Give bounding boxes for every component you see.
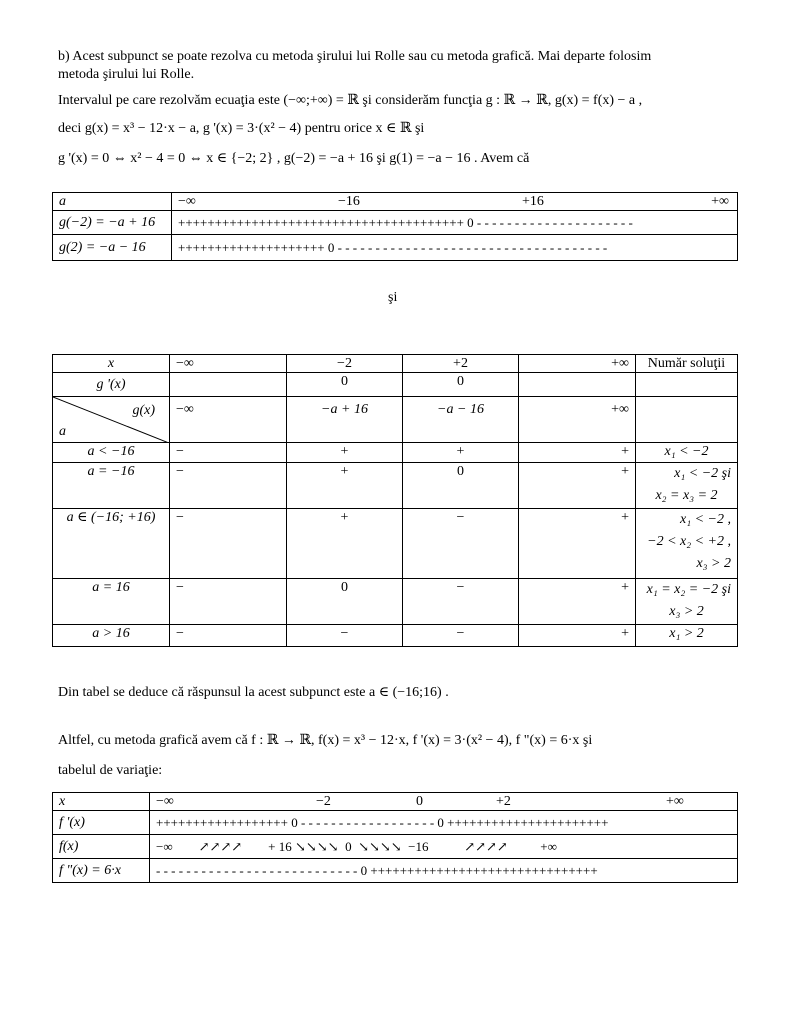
t3-header-axis [150,793,738,811]
t1-header-axis [172,193,738,211]
t3-fprime-label: f '(x) [53,811,150,835]
t2-solution [636,509,738,579]
t2-header-solutions: Număr soluţii [636,355,738,373]
t2-row-label: a = −16 [53,463,170,509]
alt-line-1: Altfel, cu metoda grafică avem că f : ℝ → ℝ, f(x) = x³ − 12·x, f '(x) = 3·(x² − 4), f "(x) = 6·x şi [58,733,593,748]
t2-sign: + [403,443,519,463]
t2-sign: 0 [287,579,403,625]
t3-fsecond-signs: - - - - - - - - - - - - - - - - - - - - - - - - - - - 0 +++++++++++++++++++++++++++++++ [150,859,738,883]
t1-plus-16: +16 [522,194,544,209]
t3-fsecond-label: f "(x) = 6·x [53,859,150,883]
t2-solution-line: x₁ < −2 , [680,512,731,527]
t2-sign: − [170,625,287,647]
t2-sign: + [519,625,636,647]
alt-line-2: tabelul de variaţie: [58,763,163,778]
t1-row1-signs: +++++++++++++++++++++++++++++++++++++++ 0 - - - - - - - - - - - - - - - - - - - - - [172,211,738,235]
t2-diagonal-header [53,397,170,443]
intro-line-1: b) Acest subpunct se poate rezolva cu metoda şirului lui Rolle sau cu metoda grafică. Mai departe folosim [58,49,652,64]
t1-minus-inf: −∞ [178,194,196,209]
t2-diag-top-label: g(x) [132,403,155,418]
t2-sign: + [519,463,636,509]
t2-gprime-cell [170,373,287,397]
intro-line-5: g '(x) = 0 ⇔ x² − 4 = 0 ⇔ x ∈ {−2; 2} , g(−2) = −a + 16 şi g(1) = −a − 16 . Avem că [58,151,530,166]
t2-sign: − [170,463,287,509]
t2-solution-line: x₂ = x₃ = 2 [655,488,718,503]
t3-fprime-signs: ++++++++++++++++++ 0 - - - - - - - - - - - - - - - - - - 0 ++++++++++++++++++++++ [150,811,738,835]
t2-diag-bottom-label: a [59,424,66,439]
t1-row2-label: g(2) = −a − 16 [53,235,172,261]
t2-gx-cell: +∞ [519,397,636,443]
t2-row-label: a ∈ (−16; +16) [53,509,170,579]
t3-fx-label: f(x) [53,835,150,859]
t1-row2-signs: ++++++++++++++++++++ 0 - - - - - - - - - - - - - - - - - - - - - - - - - - - - - - - - - - - - [172,235,738,261]
rolle-table [52,354,738,647]
t3-minus-inf: −∞ [156,794,174,809]
variation-table [52,792,738,883]
t2-gprime-cell: 0 [403,373,519,397]
t2-row-label: a < −16 [53,443,170,463]
t2-solution [636,463,738,509]
t2-gprime-cell [636,373,738,397]
t1-minus-16: −16 [338,194,360,209]
t2-gx-cell: −∞ [170,397,287,443]
t2-header-minus-inf: −∞ [170,355,287,373]
t2-row-label: a > 16 [53,625,170,647]
t2-gprime-label: g '(x) [53,373,170,397]
t2-sign: − [403,579,519,625]
t1-header-a: a [53,193,172,211]
t2-sign: − [403,509,519,579]
t2-solution: x₁ > 2 [636,625,738,647]
t2-header-plus-2: +2 [403,355,519,373]
t3-plus-inf: +∞ [666,794,684,809]
conclusion-text: Din tabel se deduce că răspunsul la acest subpunct este a ∈ (−16;16) . [58,685,449,700]
t2-header-x: x [53,355,170,373]
t2-solution-line: x₃ > 2 [696,556,731,571]
t2-row-label: a = 16 [53,579,170,625]
t1-plus-inf: +∞ [711,194,729,209]
t2-sign: + [287,509,403,579]
t2-sign: + [519,579,636,625]
t2-gprime-cell [519,373,636,397]
intro-line-4: deci g(x) = x³ − 12·x − a, g '(x) = 3·(x² − 4) pentru orice x ∈ ℝ şi [58,121,425,136]
t2-sign: − [170,509,287,579]
t1-row1-label: g(−2) = −a + 16 [53,211,172,235]
t2-gx-cell: −a + 16 [287,397,403,443]
t2-solution [636,579,738,625]
t3-minus-2: −2 [316,794,331,809]
t2-solution: x₁ < −2 [636,443,738,463]
sign-table-a [52,192,738,261]
intro-line-3: Intervalul pe care rezolvăm ecuaţia este (−∞;+∞) = ℝ şi considerăm funcţia g : ℝ → ℝ, g(x) = f(x) − a , [58,93,643,108]
t2-sign: + [287,463,403,509]
t2-header-minus-2: −2 [287,355,403,373]
t2-gx-cell [636,397,738,443]
t2-sign: − [170,579,287,625]
connector-text: şi [388,290,398,305]
t2-solution-line: x₁ = x₂ = −2 şi [646,582,731,597]
intro-line-2: metoda şirului lui Rolle. [58,67,195,82]
t2-header-plus-inf: +∞ [519,355,636,373]
t3-header-x: x [53,793,150,811]
t2-solution-line: x₃ > 2 [669,604,704,619]
t3-plus-2: +2 [496,794,511,809]
t2-solution-line: x₁ < −2 şi [674,466,731,481]
t2-gprime-cell: 0 [287,373,403,397]
t2-sign: + [287,443,403,463]
t2-sign: − [287,625,403,647]
t2-sign: − [170,443,287,463]
t2-sign: + [519,443,636,463]
t2-sign: + [519,509,636,579]
t2-sign: − [403,625,519,647]
t2-solution-line: −2 < x₂ < +2 , [647,534,731,549]
t2-sign: 0 [403,463,519,509]
t3-fx-row: −∞ ↗↗↗↗ + 16 ↘↘↘↘ 0 ↘↘↘↘ −16 ↗↗↗↗ +∞ [150,835,738,859]
t3-zero: 0 [416,794,423,809]
t2-gx-cell: −a − 16 [403,397,519,443]
